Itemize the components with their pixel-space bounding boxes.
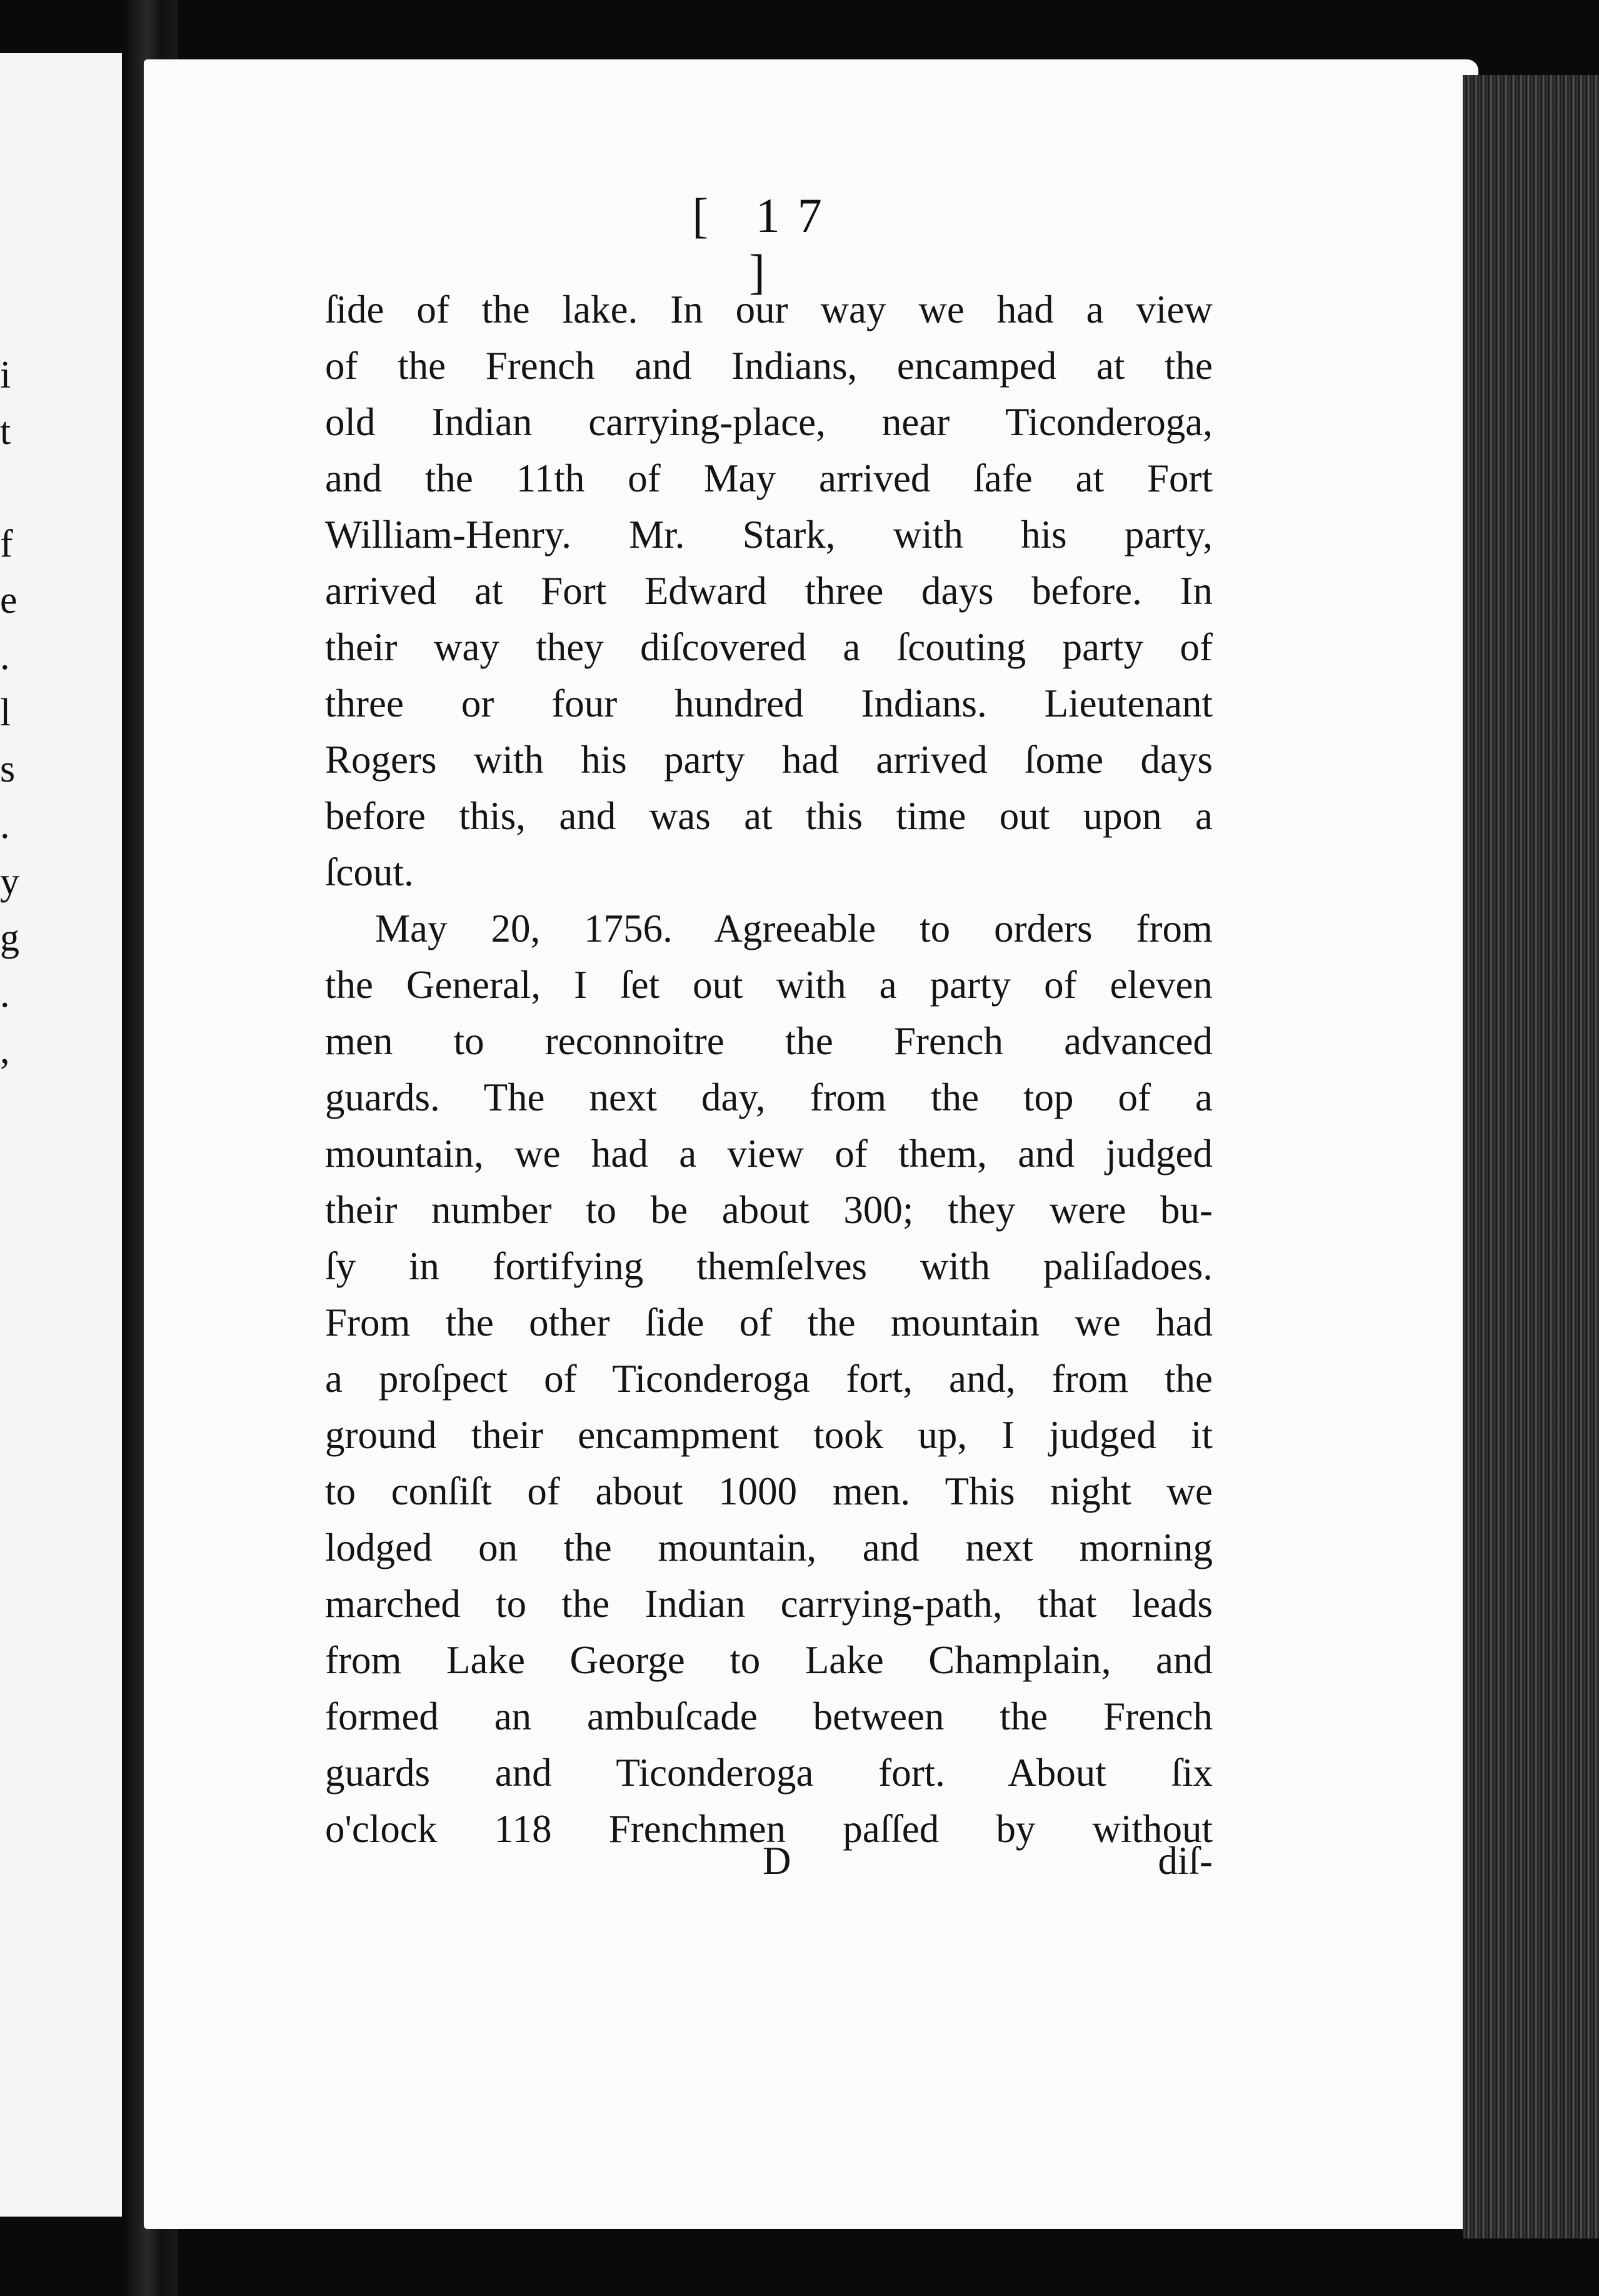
facing-page-char: l [0,692,11,734]
text-line: formed an ambuſcade between the French [325,1694,1213,1738]
facing-page-char: , [0,1029,10,1072]
text-line: ſide of the lake. In our way we had a view [325,288,1213,331]
text-line: to conſiſt of about 1000 men. This night we [325,1469,1213,1513]
text-line: and the 11th of May arrived ſafe at Fort [325,456,1213,500]
facing-page-char: f [0,523,13,565]
text-line: guards. The next day, from the top of a [325,1075,1213,1119]
text-line: three or four hundred Indians. Lieutenant [325,682,1213,725]
text-line: old Indian carrying-place, near Ticonderoga, [325,400,1213,444]
text-line: mountain, we had a view of them, and judged [325,1132,1213,1176]
facing-page-char: t [0,410,11,453]
text-line: lodged on the mountain, and next morning [325,1526,1213,1569]
text-line: their number to be about 300; they were bu- [325,1188,1213,1232]
facing-page-char [0,460,25,516]
facing-page-char: . [0,973,10,1015]
text-line: guards and Ticonderoga fort. About ſix [325,1751,1213,1795]
text-line: a proſpect of Ticonderoga fort, and, from the [325,1357,1213,1401]
body-text [325,281,1213,1857]
text-line: before this, and was at this time out upon a [325,794,1213,838]
text-line: ſcout. [325,850,414,894]
text-line: o'clock 118 Frenchmen paſſed by without [325,1807,1213,1851]
page-edges [1463,75,1599,2238]
facing-page-left [0,53,122,2217]
signature-mark: D [763,1839,791,1883]
text-line: the General, I ſet out with a party of eleven [325,963,1213,1007]
facing-page-char: y [0,860,19,903]
facing-page-char: i [0,354,11,396]
text-line: From the other ſide of the mountain we had [325,1301,1213,1344]
text-line: Rogers with his party had arrived ſome days [325,738,1213,782]
page-number: [ 17 ] [692,188,840,299]
text-line: of the French and Indians, encamped at the [325,344,1213,388]
text-line: ſy in fortifying themſelves with paliſadoes. [325,1244,1213,1288]
text-line: arrived at Fort Edward three days before. In [325,569,1213,613]
text-line: marched to the Indian carrying-path, that leads [325,1582,1213,1626]
page-footer [325,1838,1213,1895]
catchword: diſ- [1158,1839,1213,1883]
text-line: May 20, 1756. Agreeable to orders from [375,907,1213,950]
facing-page-char: . [0,635,10,678]
text-line: ground their encampment took up, I judged it [325,1413,1213,1457]
text-line: men to reconnoitre the French advanced [325,1019,1213,1063]
text-line: their way they diſcovered a ſcouting party of [325,625,1213,669]
text-line: William-Henry. Mr. Stark, with his party, [325,513,1213,556]
facing-page-text-fragments [0,347,25,1079]
facing-page-char: g [0,917,19,959]
facing-page-char: s [0,748,16,790]
facing-page-char: e [0,579,18,622]
facing-page-char: . [0,804,10,847]
text-line: from Lake George to Lake Champlain, and [325,1638,1213,1682]
